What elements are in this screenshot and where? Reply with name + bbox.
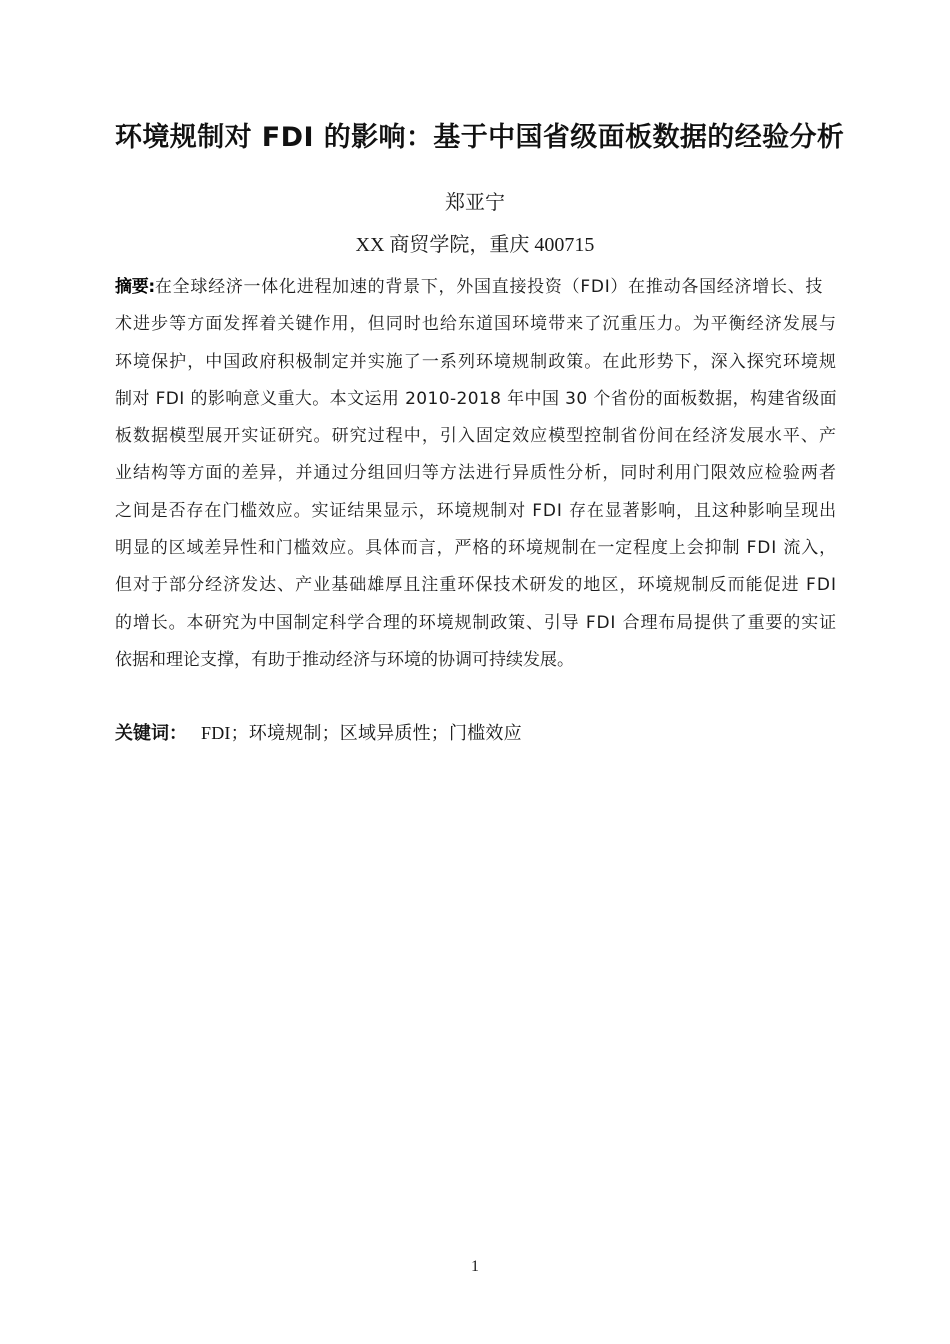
- abstract-line: [115, 645, 837, 682]
- abstract-line: [115, 347, 837, 384]
- abstract-line: [115, 608, 837, 645]
- abstract-section: [115, 272, 837, 682]
- abstract-line: [115, 496, 837, 533]
- abstract-line-text: 在全球经济一体化进程加速的背景下，外国直接投资（FDI）在推动各国经济增长、技: [154, 277, 824, 297]
- abstract-line-text: 的增长。本研究为中国制定科学合理的环境规制政策、引导 FDI 合理布局提供了重要的实证: [115, 612, 837, 633]
- abstract-line-text: 业结构等方面的差异，并通过分组回归等方法进行异质性分析，同时利用门限效应检验两者: [115, 463, 837, 484]
- abstract-line-text: 制对 FDI 的影响意义重大。本文运用 2010-2018 年中国 30 个省份的面板数据，构建省级面: [115, 388, 837, 409]
- keywords-label: 关键词：: [115, 723, 187, 744]
- keywords-section: [115, 718, 837, 749]
- abstract-line: [115, 570, 837, 607]
- abstract-line-text: 明显的区域差异性和门槛效应。具体而言，严格的环境规制在一定程度上会抑制 FDI 流入，: [115, 538, 837, 559]
- abstract-line: [115, 458, 837, 495]
- abstract-line-text: 依据和理论支撑，有助于推动经济与环境的协调可持续发展。: [115, 649, 574, 670]
- author-affiliation: XX 商贸学院，重庆 400715: [355, 234, 595, 256]
- author-name: 郑亚宁: [445, 192, 505, 214]
- abstract-line: [115, 421, 837, 458]
- abstract-line: [115, 384, 837, 421]
- keywords-value: FDI；环境规制；区域异质性；门槛效应: [201, 723, 522, 743]
- abstract-line-text: 之间是否存在门槛效应。实证结果显示，环境规制对 FDI 存在显著影响，且这种影响呈现出: [115, 500, 837, 521]
- abstract-line-text: 术进步等方面发挥着关键作用，但同时也给东道国环境带来了沉重压力。为平衡经济发展与: [115, 314, 837, 335]
- abstract-line: [115, 533, 837, 570]
- abstract-line-text: 板数据模型展开实证研究。研究过程中，引入固定效应模型控制省份间在经济发展水平、产: [115, 426, 837, 447]
- abstract-label: 摘要:: [115, 277, 155, 297]
- page-title: 环境规制对 FDI 的影响：基于中国省级面板数据的经验分析: [115, 122, 845, 153]
- abstract-line: [115, 309, 837, 346]
- page-number: 1: [471, 1258, 479, 1275]
- abstract-line-text: 但对于部分经济发达、产业基础雄厚且注重环保技术研发的地区，环境规制反而能促进 FDI: [115, 575, 837, 596]
- abstract-line-text: 环境保护，中国政府积极制定并实施了一系列环境规制政策。在此形势下，深入探究环境规: [115, 351, 837, 372]
- abstract-line: [115, 272, 837, 309]
